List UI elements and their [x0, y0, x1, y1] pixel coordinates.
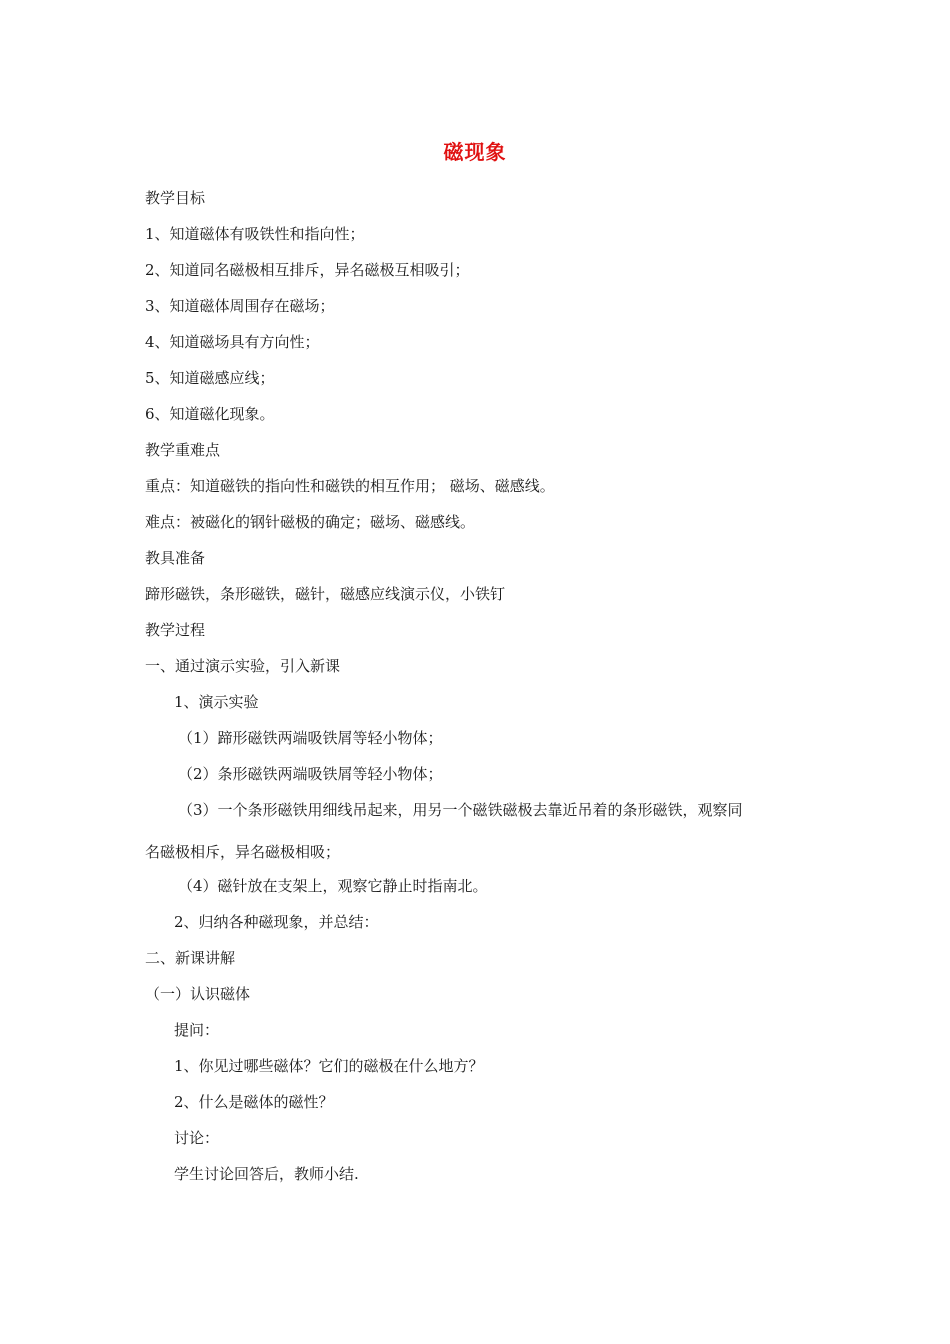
process-substep: 2、归纳各种磁现象，并总结： — [174, 913, 379, 931]
objective-item: 4、知道磁场具有方向性； — [145, 333, 320, 351]
key-point-line: 重点：知道磁铁的指向性和磁铁的相互作用； 磁场、磁感线。 — [145, 477, 555, 495]
process-step-heading: 二、新课讲解 — [145, 949, 236, 967]
process-substep: 1、演示实验 — [174, 693, 259, 711]
section-heading-key-points: 教学重难点 — [145, 441, 221, 459]
experiment-item: （3）一个条形磁铁用细线吊起来，用另一个磁铁磁极去靠近吊着的条形磁铁，观察同 — [178, 801, 743, 819]
document-title: 磁现象 — [443, 140, 507, 164]
question-label: 提问： — [174, 1021, 220, 1039]
discussion-label: 讨论： — [174, 1129, 220, 1147]
objective-item: 5、知道磁感应线； — [145, 369, 275, 387]
objective-item: 1、知道磁体有吸铁性和指向性； — [145, 225, 365, 243]
experiment-item: （4）磁针放在支架上，观察它静止时指南北。 — [178, 877, 488, 895]
difficulty-line: 难点：被磁化的钢针磁极的确定；磁场、磁感线。 — [145, 513, 476, 531]
discussion-text: 学生讨论回答后，教师小结. — [174, 1165, 359, 1183]
experiment-item-continuation: 名磁极相斥，异名磁极相吸； — [145, 843, 341, 861]
question-item: 1、你见过哪些磁体？它们的磁极在什么地方？ — [174, 1057, 484, 1075]
question-item: 2、什么是磁体的磁性？ — [174, 1093, 334, 1111]
section-heading-process: 教学过程 — [145, 621, 206, 639]
process-step-heading: 一、通过演示实验，引入新课 — [145, 657, 341, 675]
section-heading-objectives: 教学目标 — [145, 189, 206, 207]
section-heading-materials: 教具准备 — [145, 549, 206, 567]
experiment-item: （1）蹄形磁铁两端吸铁屑等轻小物体； — [178, 729, 443, 747]
objective-item: 3、知道磁体周围存在磁场； — [145, 297, 335, 315]
materials-line: 蹄形磁铁，条形磁铁，磁针，磁感应线演示仪，小铁钉 — [145, 585, 506, 603]
experiment-item: （2）条形磁铁两端吸铁屑等轻小物体； — [178, 765, 443, 783]
objective-item: 2、知道同名磁极相互排斥，异名磁极互相吸引； — [145, 261, 470, 279]
objective-item: 6、知道磁化现象。 — [145, 405, 275, 423]
subsection-heading: （一）认识磁体 — [145, 985, 251, 1003]
